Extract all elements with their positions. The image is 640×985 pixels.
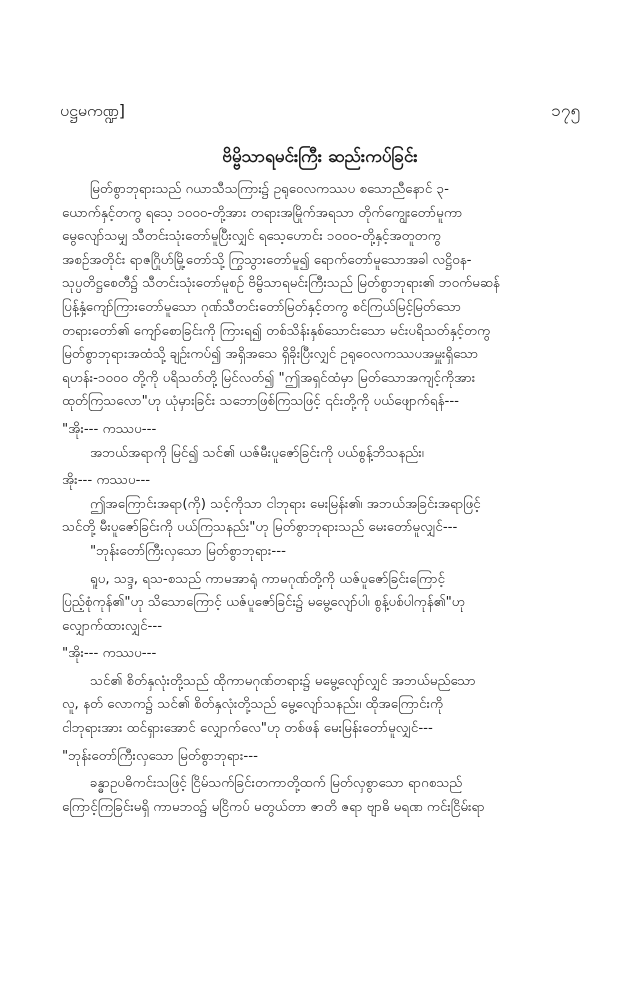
text-line: ရဟန်း-၁၀၀၀ တို့ကို ပရိသတ်တို့ မြင်လတ်၍ "ဤအရှင်ထံမှာ မြတ်သောအကျင့်ကိုအား [62,370,476,386]
text-line: ပြန့်နှံ့ကျော်ကြားတော်မူသော ဂုဏ်သီတင်းတော်မြတ်နှင့်တကွ စင်ကြယ်မြင့်မြတ်သော [62,299,462,315]
text-line: ယောက်နှင့်တကွ ရသေ့ ၁၀၀၀-တို့အား တရားအမြိုက်အရသာ တိုက်ကျွေးတော်မူကာ [62,205,463,221]
text-line: ငါဘုရားအား ထင်ရှားအောင် လျှောက်လေ"ဟု တစ်ဖန် မေးမြန်းတော်မူလျှင်--- [62,721,433,737]
section-title: ဗိမ္ဗိသာရမင်းကြီး ဆည်းကပ်ခြင်း [222,147,418,167]
text-line: ရူပ, သဒ္ဒ, ရသ-စသည် ကာမအာရုံ ကာမဂုဏ်တို့ကို ယဇ်ပူဇော်ခြင်းကြောင့် [90,571,445,587]
text-line: ခန္ဓာဥပဓိကင်းသဖြင့် ငြိမ်သက်ခြင်းတကာတို့ထက် မြတ်လှစွာသော ရာဂစသည် [90,776,463,792]
text-line: မြတ်စွာဘုရားသည် ဂယာသီသကြား၌ ဥရုဝေလကဿပ စသောညီနောင် ၃- [90,182,449,197]
text-line: ကြောင့်ကြခြင်းမရှိ ကာမဘဝ၌ မငြိကပ် မတွယ်တာ ဇာတိ ဇရာ ဗျာဓိ မရဏ ကင်းငြိမ်းရာ [62,799,485,815]
text-line: "ဘုန်းတော်ကြီးလှသော မြတ်စွာဘုရား--- [90,543,286,559]
text-line: "အိုး--- ကဿပ--- [62,646,157,662]
text-line: ထုတ်ကြသလော"ဟု ယုံမှားခြင်း သဘောဖြစ်ကြသဖြင့် ၎င်းတို့ကို ပယ်ဖျောက်ရန်--- [62,394,460,410]
text-line: အစဉ်အတိုင်း ရာဇဂြိုဟ်မြို့တော်သို့ ကြွသွားတော်မူ၍ ရောက်တော်မူသောအခါ လဋ္ဌိဝန- [62,252,472,268]
body-text [62,178,582,819]
text-line: ပြည့်စုံကုန်၏"ဟု သိသောကြောင့် ယဇ်ပူဇော်ခြင်း၌ မမွေ့လျော်ပါ၊ စွန့်ပစ်ပါကုန်၏"ဟု [62,595,465,611]
text-line: မြတ်စွာဘုရားအထံသို့ ချဉ်းကပ်၍ အရှိအသေ ရှိခိုးပြီးလျှင် ဥရုဝေလကဿပအမှူးရှိသော [62,347,479,363]
page-number: ၁၇၅ [551,101,580,121]
text-line: မွေလျော်သမျှ သီတင်းသုံးတော်မူပြီးလျှင် ရသေ့ဟောင်း ၁၀၀၀-တို့နှင့်အတူတကွ [62,229,441,245]
text-line: သင်တို့ မီးပူဇော်ခြင်းကို ပယ်ကြသနည်း"ဟု မြတ်စွာဘုရားသည် မေးတော်မူလျှင်--- [62,520,458,536]
text-line: သုပ္ပတိဋ္ဌစေတီ၌ သီတင်းသုံးတော်မူစဉ် ဗိမ္ဗိသာရမင်းကြီးသည် မြတ်စွာဘုရား၏ ဘဝက်မဆန် [62,276,500,292]
text-line: လျှောက်ထားလျှင်--- [62,618,163,634]
text-line: "ဘုန်းတော်ကြီးလှသော မြတ်စွာဘုရား--- [62,748,258,764]
text-line: အိုး--- ကဿပ--- [62,473,151,489]
text-line: ဤအကြောင်းအရာ(ကို) သင့်ကိုသာ ငါဘုရား မေးမြန်း၏၊ အဘယ်အခြင်းအရာဖြင့် [90,496,481,512]
text-line: တရားတော်၏ ကျော်စောခြင်းကို ကြားရ၍ တစ်သိန်းနှစ်သောင်းသော မင်းပရိသတ်နှင့်တကွ [62,323,491,339]
text-line: လူ, နတ် လောက၌ သင်၏ စိတ်နှလုံးတို့သည် မွေ့လျော်သနည်း၊ ထိုအကြောင်းကို [62,697,444,713]
text-line: အဘယ်အရာကို မြင်၍ သင်၏ ယဇ်မီးပူဇော်ခြင်းကို ပယ်စွန့်ဘိသနည်း၊ [90,445,424,461]
text-line: "အိုး--- ကဿပ--- [62,421,157,437]
running-title: ပဋ္ဌမကဏ္ဍ] [60,101,125,120]
text-line: သင်၏ စိတ်နှလုံးတို့သည် ထိုကာမဂုဏ်တရား၌ မမွေ့လျော်လျှင် အဘယ်မည်သော [90,673,476,689]
running-head [60,100,580,130]
